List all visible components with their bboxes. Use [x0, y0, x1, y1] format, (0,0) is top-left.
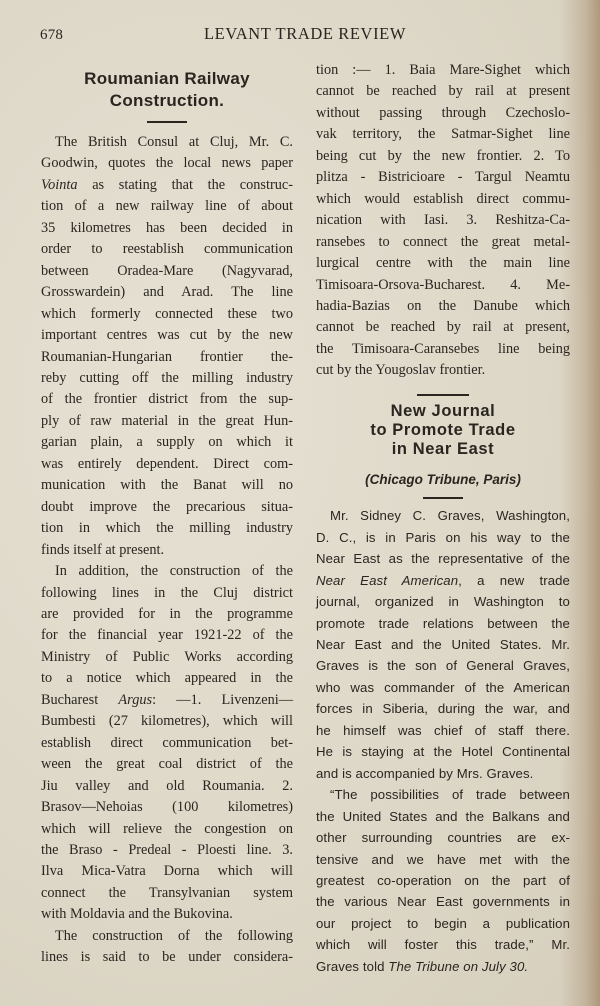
text-run: cut by the Yougoslav frontier.: [316, 362, 486, 379]
text-run: journal, organized in Washington to: [316, 594, 570, 610]
text-line: [41, 347, 293, 368]
text-run: D. C., is in Paris on his way to the: [316, 529, 570, 545]
text-line: [316, 784, 570, 805]
text-line: [316, 210, 570, 231]
text-line: [41, 368, 293, 389]
text-run: The construction of the following: [55, 927, 293, 944]
italic-title: Near East American: [316, 572, 459, 588]
text-line: [41, 132, 293, 153]
text-run: Ministry of Public Works according: [41, 648, 293, 665]
text-run: Roumanian-Hungarian frontier the-: [41, 348, 293, 365]
text-line: [316, 806, 570, 827]
text-run: who was commander of the American: [316, 679, 570, 695]
text-run: “The possibilities of trade between: [330, 787, 570, 803]
text-run: the various Near East governments in: [316, 894, 570, 910]
text-line: [41, 540, 293, 561]
text-run: ransebes to connect the great metal-: [316, 233, 570, 250]
text-run: are provided for in the programme: [41, 605, 293, 622]
text-run: Brasov—Nehoias (100 kilometres): [41, 799, 293, 816]
text-run: without passing through Czechoslo-: [316, 104, 570, 121]
text-line: [316, 827, 570, 848]
text-line: [316, 934, 570, 955]
italic-title: Vointa: [41, 176, 78, 193]
text-run: Jiu valley and old Roumania. 2.: [41, 777, 293, 794]
text-line: [41, 561, 293, 582]
text-line: [41, 904, 293, 925]
text-run: being cut by the new frontier. 2. To: [316, 147, 570, 164]
text-run: ween the great coal district of the: [41, 756, 293, 773]
text-run: plitza - Bistricioare - Targul Neamtu: [316, 169, 570, 186]
text-line: [316, 891, 570, 912]
article-title-line: to Promote Trade: [370, 420, 516, 439]
text-line: [316, 505, 570, 526]
text-line: [41, 711, 293, 732]
text-run: nication with Iasi. 3. Reshitza-Ca-: [316, 212, 570, 229]
running-head: LEVANT TRADE REVIEW: [203, 24, 407, 43]
text-run: reby cutting off the milling industry: [41, 369, 293, 386]
text-line: [316, 81, 570, 102]
text-run: which formerly connected these two: [41, 305, 293, 322]
text-run: finds itself at present.: [41, 541, 165, 558]
text-run: order to reestablish communication: [41, 241, 293, 258]
text-line: [41, 797, 293, 818]
text-line: [41, 175, 293, 196]
article-title-railway: [41, 68, 293, 112]
text-line: [41, 432, 293, 453]
text-run: tion of a new railway line of about: [41, 198, 293, 215]
article-body-railway: [41, 132, 293, 969]
text-run: other surrounding countries are ex-: [316, 830, 570, 846]
text-run: ply of raw material in the great Hun-: [41, 412, 293, 429]
text-line: [41, 625, 293, 646]
text-run: the United States and the Balkans and: [316, 808, 570, 824]
text-line: [41, 153, 293, 174]
text-line: [316, 60, 570, 81]
text-line: [316, 275, 570, 296]
text-line: [316, 591, 570, 612]
text-run: garian plain, a supply on which it: [41, 434, 293, 451]
text-run: tion in which the milling industry: [41, 520, 293, 537]
text-line: [316, 189, 570, 210]
text-line: [41, 604, 293, 625]
text-line: [41, 947, 293, 968]
text-line: [316, 103, 570, 124]
text-run: cannot be reached by rail at present: [316, 83, 570, 100]
text-line: [41, 411, 293, 432]
text-line: [41, 861, 293, 882]
text-run: he himself was chief of staff there.: [316, 722, 570, 738]
text-line: [316, 698, 570, 719]
text-line: [316, 655, 570, 676]
text-line: [316, 570, 570, 591]
text-line: [41, 647, 293, 668]
source-rule: [423, 497, 463, 499]
text-run: lines is said to be under considera-: [41, 949, 293, 966]
text-line: [316, 339, 570, 360]
text-line: [41, 325, 293, 346]
left-column: [41, 60, 293, 969]
text-line: [316, 677, 570, 698]
text-run: vak territory, the Satmar-Sighet line: [316, 126, 570, 143]
text-line: [316, 146, 570, 167]
text-line: [41, 261, 293, 282]
text-run: Grosswardein) and Arad. The line: [41, 284, 293, 301]
text-run: lurgical centre with the main line: [316, 255, 570, 272]
text-run: Graves is the son of General Graves,: [316, 658, 570, 674]
text-line: [316, 720, 570, 741]
text-line: [316, 849, 570, 870]
text-line: [316, 956, 570, 977]
text-run: , a new trade: [458, 572, 570, 588]
text-run: Goodwin, quotes the local news paper: [41, 155, 293, 172]
text-line: [41, 840, 293, 861]
text-line: [316, 296, 570, 317]
text-run: important centres was cut by the new: [41, 327, 293, 344]
text-line: [41, 239, 293, 260]
article-title-line: Roumanian Railway: [84, 69, 250, 88]
text-line: [316, 634, 570, 655]
text-line: [41, 497, 293, 518]
text-run: Ilva Mica-Vatra Dorna which will: [41, 863, 293, 880]
article-title-line: Construction.: [109, 91, 225, 110]
text-line: [41, 282, 293, 303]
text-line: [316, 527, 570, 548]
text-line: [316, 913, 570, 934]
text-run: The British Consul at Cluj, Mr. C.: [55, 134, 293, 150]
text-run: greatest co-operation on the part of: [316, 872, 570, 888]
article-title-journal: [316, 402, 570, 459]
text-run: and is accompanied by Mrs. Graves.: [316, 765, 534, 781]
text-line: [316, 360, 570, 381]
text-run: forces in Siberia, during the war, and: [316, 701, 570, 717]
text-run: of the frontier district from the sup-: [41, 391, 293, 408]
text-run: our project to begin a publication: [316, 915, 570, 931]
text-line: [41, 733, 293, 754]
article-title-line: in Near East: [391, 439, 495, 458]
text-run: which would establish direct commu-: [316, 190, 570, 207]
text-run: as stating that the construc-: [77, 176, 293, 193]
text-line: [41, 776, 293, 797]
text-line: [41, 218, 293, 239]
text-run: Near East as the representative of the: [316, 551, 570, 567]
text-run: following lines in the Cluj district: [41, 584, 293, 601]
article-title-line: New Journal: [390, 401, 496, 420]
text-line: [41, 389, 293, 410]
text-run: In addition, the construction of the: [55, 563, 293, 580]
text-run: Bucharest: [41, 691, 119, 708]
text-run: Timisoara-Orsova-Bucharest. 4. Me-: [316, 276, 570, 293]
text-run: the Timisoara-Caransebes line being: [316, 340, 570, 357]
text-run: establish direct communication bet-: [41, 734, 293, 751]
text-run: connect the Transylvanian system: [41, 884, 293, 901]
text-run: Graves told: [316, 958, 389, 974]
article-source: (Chicago Tribune, Paris): [365, 471, 521, 487]
text-line: [41, 926, 293, 947]
text-run: which will relieve the congestion on: [41, 820, 293, 837]
text-line: [41, 583, 293, 604]
article-body-journal: [316, 505, 570, 977]
text-line: [41, 754, 293, 775]
text-line: [316, 232, 570, 253]
text-run: He is staying at the Hotel Continental: [316, 744, 570, 760]
text-line: [41, 454, 293, 475]
text-run: with Moldavia and the Bukovina.: [41, 906, 233, 923]
text-run: promote trade relations between the: [316, 615, 570, 631]
text-line: [41, 883, 293, 904]
text-run: between Oradea-Mare (Nagyvarad,: [41, 262, 293, 279]
text-run: Mr. Sidney C. Graves, Washington,: [330, 508, 570, 524]
text-line: [41, 819, 293, 840]
text-line: [41, 518, 293, 539]
article-body-railway-continued: [316, 60, 570, 382]
text-line: [316, 253, 570, 274]
text-run: Near East and the United States. Mr.: [316, 636, 570, 652]
right-column: [316, 60, 570, 977]
text-line: [41, 668, 293, 689]
text-line: [316, 741, 570, 762]
text-run: hadia-Bazias on the Danube which: [316, 297, 570, 314]
text-line: [316, 763, 570, 784]
text-line: [316, 548, 570, 569]
text-line: [316, 167, 570, 188]
text-line: [41, 690, 293, 711]
text-run: to a notice which appeared in the: [41, 670, 293, 687]
text-line: [41, 475, 293, 496]
text-run: cannot be reached by rail at present,: [316, 319, 570, 336]
text-run: Bumbesti (27 kilometres), which will: [41, 713, 293, 730]
text-run: which will foster this trade,” Mr.: [316, 937, 570, 953]
page-number: 678: [40, 27, 64, 43]
text-run: : —1. Livenzeni—: [152, 691, 293, 708]
text-line: [316, 317, 570, 338]
text-run: 35 kilometres has been decided in: [41, 219, 293, 236]
text-run: the Braso - Predeal - Ploesti line. 3.: [41, 841, 293, 858]
italic-title: Argus: [118, 691, 153, 708]
italic-title: The Tribune on July 30.: [388, 958, 529, 974]
text-run: doubt improve the precarious situa-: [41, 498, 293, 515]
text-run: tion :— 1. Baia Mare-Sighet which: [316, 62, 570, 78]
text-line: [41, 196, 293, 217]
text-line: [41, 304, 293, 325]
text-line: [316, 124, 570, 145]
text-run: for the financial year 1921-22 of the: [41, 627, 293, 644]
section-rule: [417, 394, 469, 396]
title-rule: [147, 121, 187, 123]
text-line: [316, 870, 570, 891]
text-run: tensive and we have met with the: [316, 851, 570, 867]
text-line: [316, 613, 570, 634]
text-run: munication with the Banat will no: [41, 477, 293, 494]
text-run: was entirely dependent. Direct com-: [41, 455, 293, 472]
